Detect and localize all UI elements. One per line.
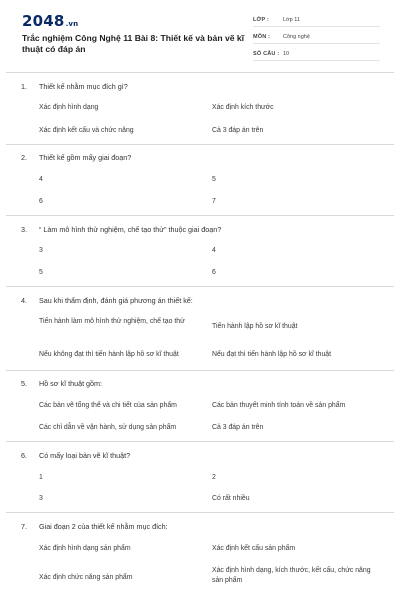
question-text: “ Làm mô hình thử nghiệm, chế tạo thử” thuộc giai đoạn? [39,225,222,234]
logo-text: 2048 [22,12,65,30]
option-a[interactable]: Xác định hình dạng [39,104,99,111]
question-number: 4. [21,296,27,305]
question-divider [6,370,394,371]
meta-row-count [253,47,380,61]
option-b[interactable]: 4 [212,247,216,254]
question-divider [6,286,394,287]
option-c[interactable]: 3 [39,495,43,502]
option-a[interactable]: Tiến hành làm mô hình thử nghiệm, chế tạo thử [39,318,185,325]
meta-key: MÔN : [253,33,271,40]
question-text: Thiết kế nhằm mục đích gì? [39,82,128,91]
question-divider [6,512,394,513]
option-d[interactable]: Nếu đạt thì tiến hành lập hồ sơ kĩ thuật [212,351,332,358]
option-a[interactable]: 4 [39,176,43,183]
question-number: 3. [21,225,27,234]
option-b[interactable]: 2 [212,474,216,481]
question-number: 7. [21,522,27,531]
option-d[interactable]: Cả 3 đáp án trên [212,127,264,134]
option-c[interactable]: Nếu không đạt thì tiến hành lập hồ sơ kĩ thuật [39,351,179,358]
meta-value: Lớp 11 [283,16,300,23]
question-text: Có mấy loại bản vẽ kĩ thuật? [39,451,131,460]
meta-key: SỐ CÂU : [253,50,280,57]
option-d[interactable]: 6 [212,269,216,276]
question-divider [6,144,394,145]
option-a[interactable]: 3 [39,247,43,254]
meta-table [253,13,380,64]
option-d[interactable]: Cả 3 đáp án trên [212,424,264,431]
logo[interactable] [22,12,78,30]
option-c[interactable]: 6 [39,198,43,205]
question-text: Thiết kế gồm mấy giai đoạn? [39,153,132,162]
option-b[interactable]: Các bản thuyết minh tính toán về sản phẩm [212,402,346,409]
question-divider [6,441,394,442]
header-divider [6,72,394,73]
option-c[interactable]: Xác định chức năng sản phẩm [39,574,133,581]
meta-row-subject [253,30,380,44]
option-b[interactable]: Tiến hành lập hồ sơ kĩ thuật [212,323,298,330]
question-number: 6. [21,451,27,460]
option-d[interactable]: Xác định hình dạng, kích thước, kết cấu, chức năng sản phẩm [212,567,371,584]
option-c[interactable]: Các chỉ dẫn về vận hành, sử dụng sản phẩm [39,424,177,431]
option-d[interactable]: Có rất nhiều [212,495,250,502]
option-b[interactable]: 5 [212,176,216,183]
meta-row-class [253,13,380,27]
option-a[interactable]: 1 [39,474,43,481]
question-text: Hồ sơ kĩ thuật gồm: [39,379,103,388]
page-title: Trắc nghiệm Công Nghệ 11 Bài 8: Thiết kế và bản vẽ kĩ thuật có đáp án [22,33,245,54]
question-text: Sau khi thẩm định, đánh giá phương án thiết kế: [39,296,193,305]
option-b[interactable]: Xác định kết cấu sản phẩm [212,545,296,552]
question-number: 5. [21,379,27,388]
question-number: 2. [21,153,27,162]
header [0,0,400,72]
option-a[interactable]: Xác định hình dạng sản phẩm [39,545,131,552]
option-b[interactable]: Xác định kích thước [212,104,274,111]
option-d[interactable]: 7 [212,198,216,205]
meta-value: 10 [283,50,290,57]
option-c[interactable]: Xác định kết cấu và chức năng [39,127,134,134]
option-c[interactable]: 5 [39,269,43,276]
question-number: 1. [21,82,27,91]
option-a[interactable]: Các bản vẽ tổng thể và chi tiết của sản phẩm [39,402,177,409]
question-divider [6,215,394,216]
meta-key: LỚP : [253,16,269,23]
logo-suffix: .vn [65,20,79,28]
question-text: Giai đoạn 2 của thiết kế nhằm mục đích: [39,522,168,531]
meta-value: Công nghệ [283,33,310,40]
